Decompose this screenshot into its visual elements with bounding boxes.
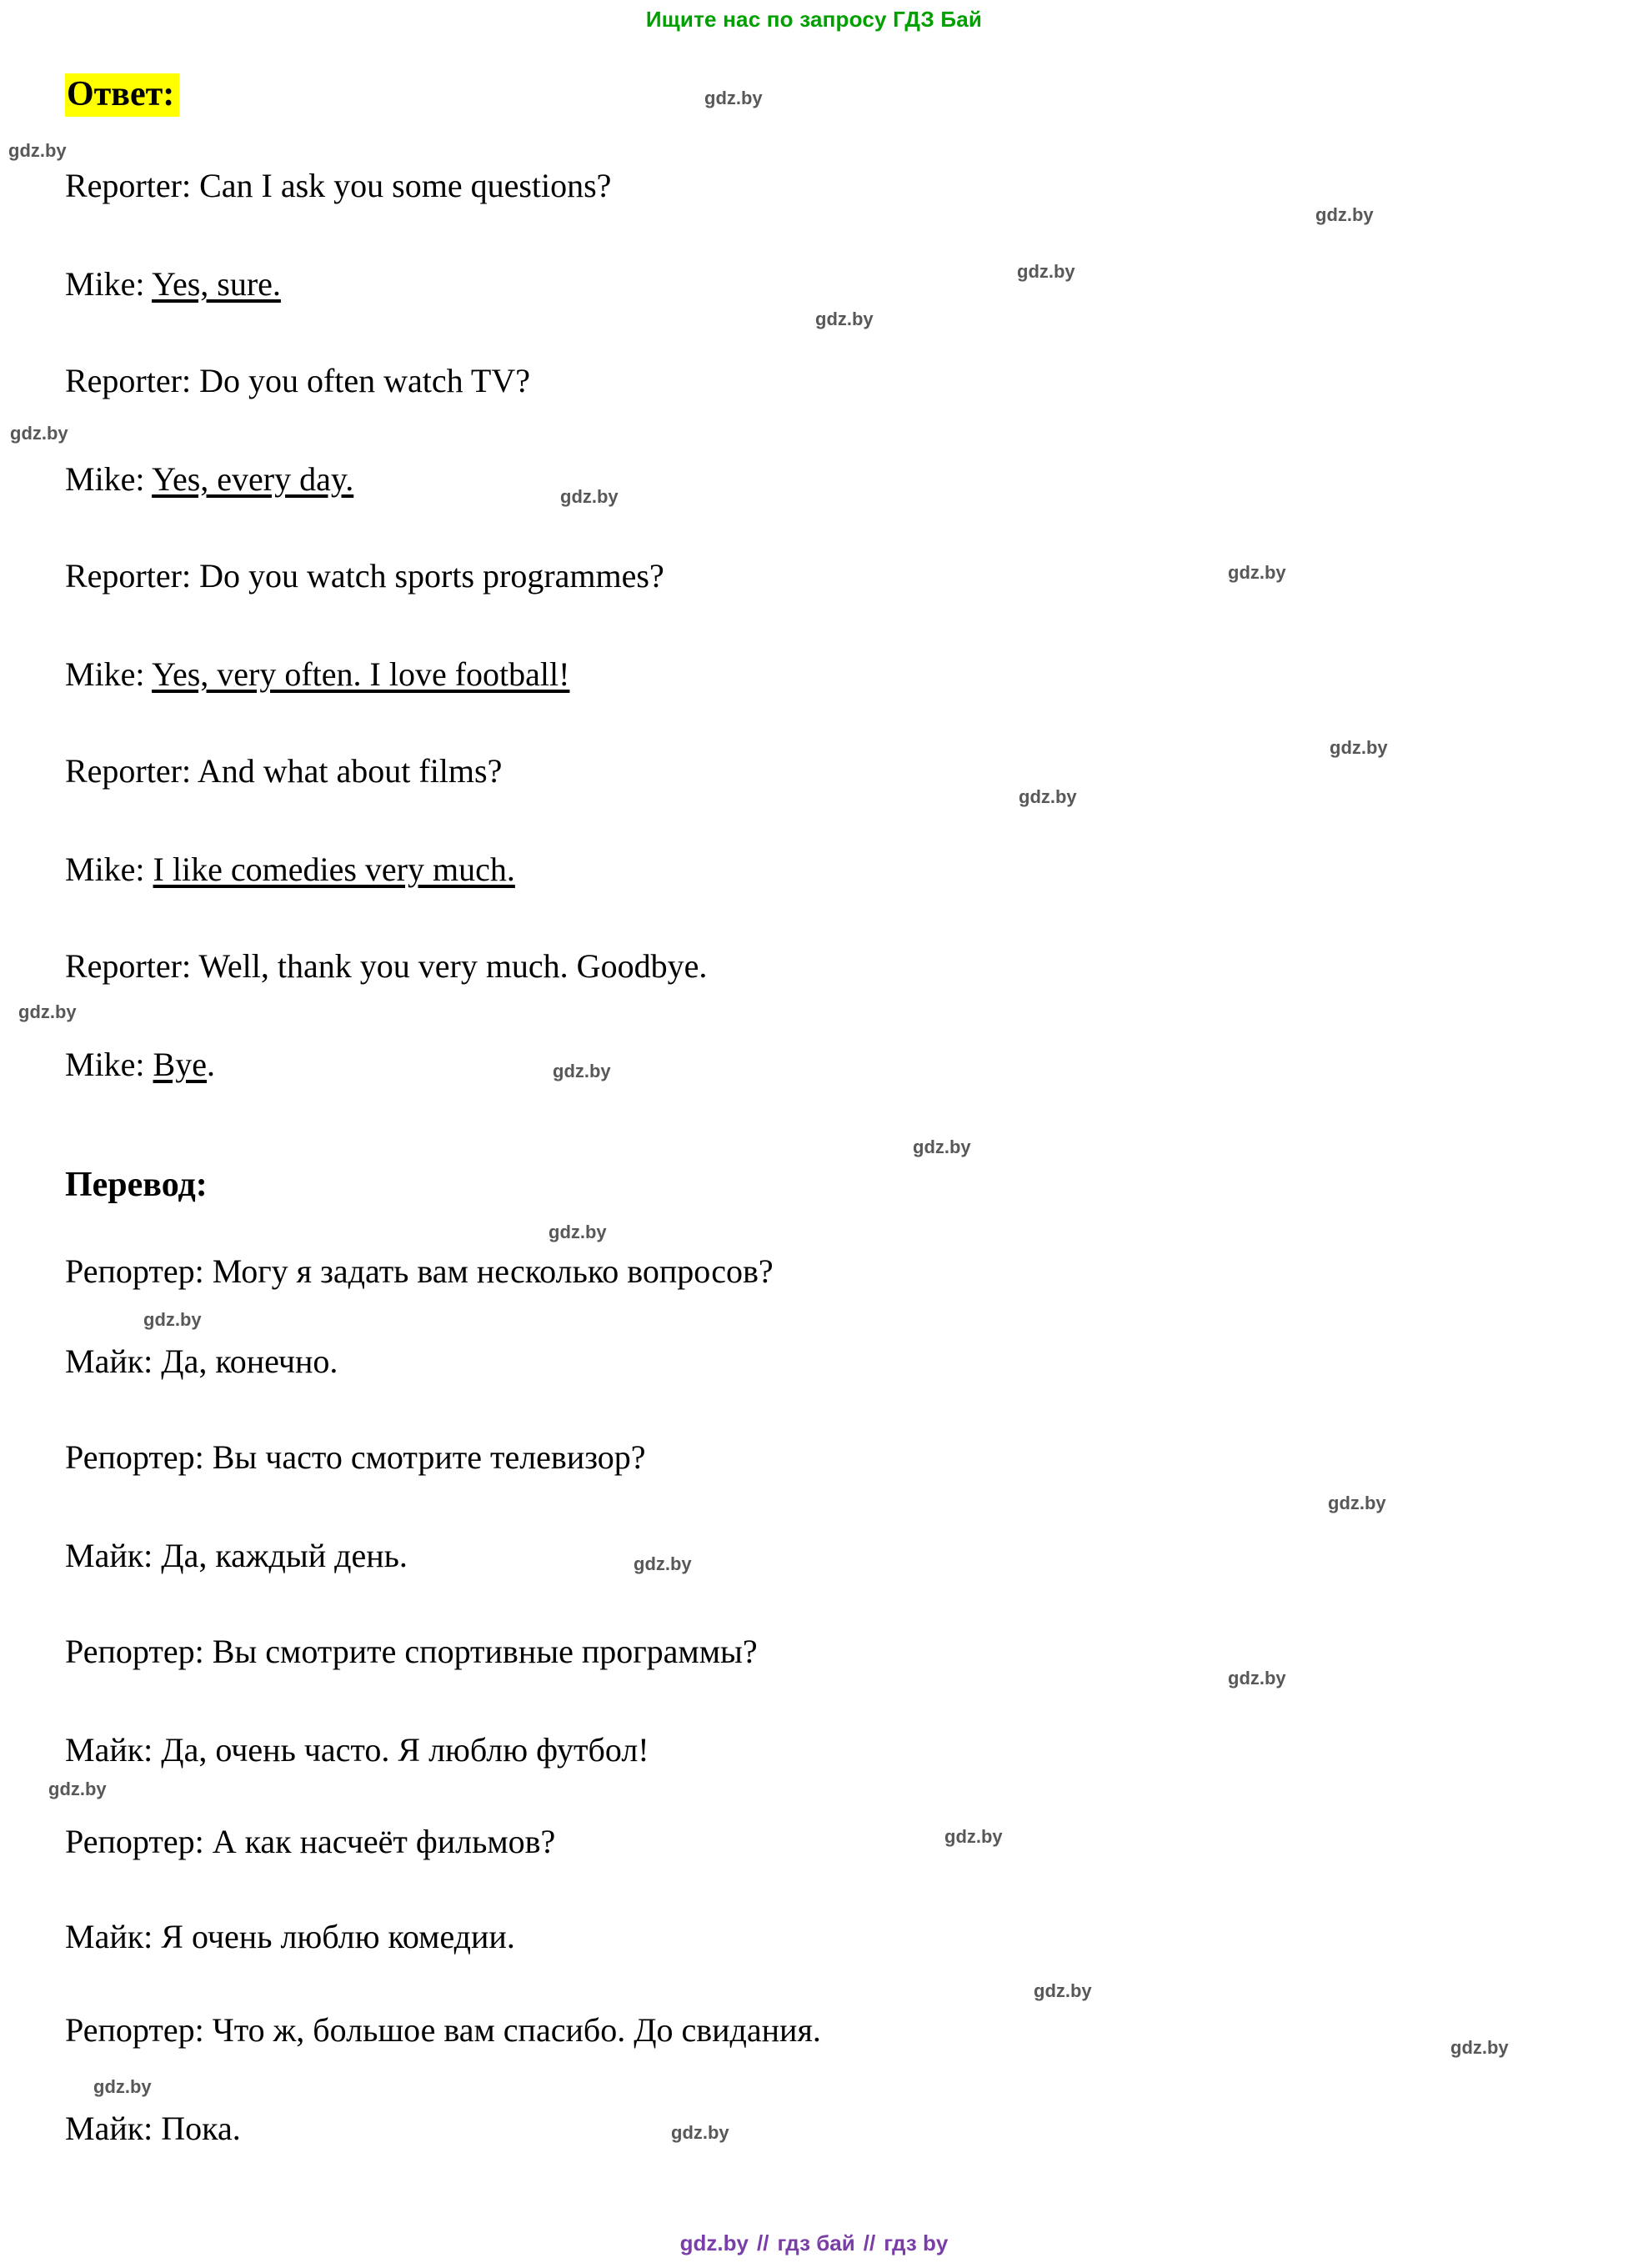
dialogue-line-ru-8 xyxy=(65,1918,515,1956)
watermark-19: gdz.by xyxy=(48,1779,107,1799)
dialogue-line-ru-9 xyxy=(65,2011,821,2050)
watermark-24: gdz.by xyxy=(671,2122,729,2143)
bottom-banner-left: gdz.by xyxy=(679,2230,749,2255)
dialogue-line-en-9 xyxy=(65,947,707,986)
line-text: And what about films? xyxy=(197,752,503,790)
line-text: Я очень люблю комедии. xyxy=(161,1918,515,1955)
watermark-15: gdz.by xyxy=(143,1309,202,1330)
line-text: Вы часто смотрите телевизор? xyxy=(212,1438,646,1476)
watermark-10: gdz.by xyxy=(1019,786,1077,807)
dialogue-line-en-8 xyxy=(65,850,515,889)
dialogue-line-ru-6 xyxy=(65,1731,649,1769)
student-answer: Yes, very often. I love football! xyxy=(152,655,570,693)
speaker-label: Майк: xyxy=(65,1537,162,1574)
watermark-23: gdz.by xyxy=(93,2076,152,2097)
watermark-17: gdz.by xyxy=(634,1553,692,1574)
speaker-label: Репортер: xyxy=(65,1823,213,1860)
speaker-label: Репортер: xyxy=(65,1633,213,1670)
line-text: . xyxy=(206,1046,215,1083)
bottom-banner-sep-2: // xyxy=(863,2230,876,2255)
dialogue-line-ru-1 xyxy=(65,1252,774,1291)
speaker-label: Майк: xyxy=(65,1731,162,1769)
speaker-label: Репортер: xyxy=(65,2011,213,2049)
watermark-8: gdz.by xyxy=(1228,562,1286,583)
speaker-label: Reporter: xyxy=(65,752,198,790)
dialogue-line-ru-10 xyxy=(65,2110,241,2148)
line-text: Do you watch sports programmes? xyxy=(199,557,664,595)
watermark-5: gdz.by xyxy=(815,309,874,329)
dialogue-line-ru-2 xyxy=(65,1342,338,1381)
line-text: Can I ask you some questions? xyxy=(199,167,612,204)
line-text: Что ж, большое вам спасибо. До свидания. xyxy=(212,2011,821,2049)
speaker-label: Reporter: xyxy=(65,557,200,595)
speaker-label: Mike: xyxy=(65,655,153,693)
watermark-2: gdz.by xyxy=(8,140,67,161)
student-answer: Yes, sure. xyxy=(152,265,281,303)
line-text: Могу я задать вам несколько вопросов? xyxy=(212,1252,774,1290)
speaker-label: Mike: xyxy=(65,1046,153,1083)
speaker-label: Reporter: xyxy=(65,947,199,985)
watermark-1: gdz.by xyxy=(704,88,763,108)
watermark-3: gdz.by xyxy=(1315,204,1374,225)
watermark-9: gdz.by xyxy=(1330,737,1388,758)
dialogue-line-ru-5 xyxy=(65,1633,758,1671)
speaker-label: Mike: xyxy=(65,850,153,888)
watermark-14: gdz.by xyxy=(549,1222,607,1242)
speaker-label: Майк: xyxy=(65,2110,162,2147)
watermark-18: gdz.by xyxy=(1228,1668,1286,1688)
bottom-promo-banner xyxy=(0,2230,1628,2256)
student-answer: I like comedies very much. xyxy=(153,850,515,888)
watermark-13: gdz.by xyxy=(913,1137,971,1157)
dialogue-line-en-7 xyxy=(65,752,502,790)
line-text: Да, конечно. xyxy=(161,1342,338,1380)
watermark-20: gdz.by xyxy=(944,1826,1003,1847)
watermark-6: gdz.by xyxy=(10,423,68,444)
line-text: Да, очень часто. Я люблю футбол! xyxy=(161,1731,649,1769)
watermark-7: gdz.by xyxy=(560,486,619,507)
dialogue-line-en-1 xyxy=(65,167,611,205)
watermark-22: gdz.by xyxy=(1450,2037,1509,2058)
dialogue-line-en-5 xyxy=(65,557,664,595)
translation-heading: Перевод: xyxy=(65,1166,208,1204)
dialogue-line-en-2 xyxy=(65,265,281,304)
dialogue-line-en-6 xyxy=(65,655,569,694)
bottom-banner-sep-1: // xyxy=(756,2230,769,2255)
watermark-21: gdz.by xyxy=(1034,1980,1092,2001)
dialogue-line-en-3 xyxy=(65,362,530,400)
dialogue-line-ru-4 xyxy=(65,1537,408,1575)
speaker-label: Reporter: xyxy=(65,167,200,204)
speaker-label: Mike: xyxy=(65,460,153,498)
line-text: А как насчеёт фильмов? xyxy=(212,1823,556,1860)
dialogue-line-ru-7 xyxy=(65,1823,555,1861)
line-text: Вы смотрите спортивные программы? xyxy=(212,1633,758,1670)
bottom-banner-mid: гдз бай xyxy=(777,2230,855,2255)
speaker-label: Майк: xyxy=(65,1342,162,1380)
watermark-4: gdz.by xyxy=(1017,261,1075,282)
speaker-label: Reporter: xyxy=(65,362,200,399)
line-text: Well, thank you very much. Goodbye. xyxy=(198,947,708,985)
dialogue-line-ru-3 xyxy=(65,1438,646,1477)
line-text: Да, каждый день. xyxy=(161,1537,408,1574)
answer-heading: Ответ: xyxy=(65,73,179,117)
watermark-11: gdz.by xyxy=(18,1001,77,1022)
student-answer: Yes, every day. xyxy=(152,460,354,498)
speaker-label: Репортер: xyxy=(65,1252,213,1290)
line-text: Пока. xyxy=(161,2110,241,2147)
top-promo-banner: Ищите нас по запросу ГДЗ Бай xyxy=(645,7,983,32)
bottom-banner-right: гдз by xyxy=(884,2230,949,2255)
speaker-label: Майк: xyxy=(65,1918,162,1955)
student-answer: Bye xyxy=(153,1046,207,1083)
watermark-16: gdz.by xyxy=(1328,1493,1386,1513)
dialogue-line-en-4 xyxy=(65,460,353,499)
dialogue-line-en-10 xyxy=(65,1046,215,1084)
watermark-12: gdz.by xyxy=(553,1061,611,1081)
speaker-label: Mike: xyxy=(65,265,153,303)
line-text: Do you often watch TV? xyxy=(199,362,530,399)
speaker-label: Репортер: xyxy=(65,1438,213,1476)
